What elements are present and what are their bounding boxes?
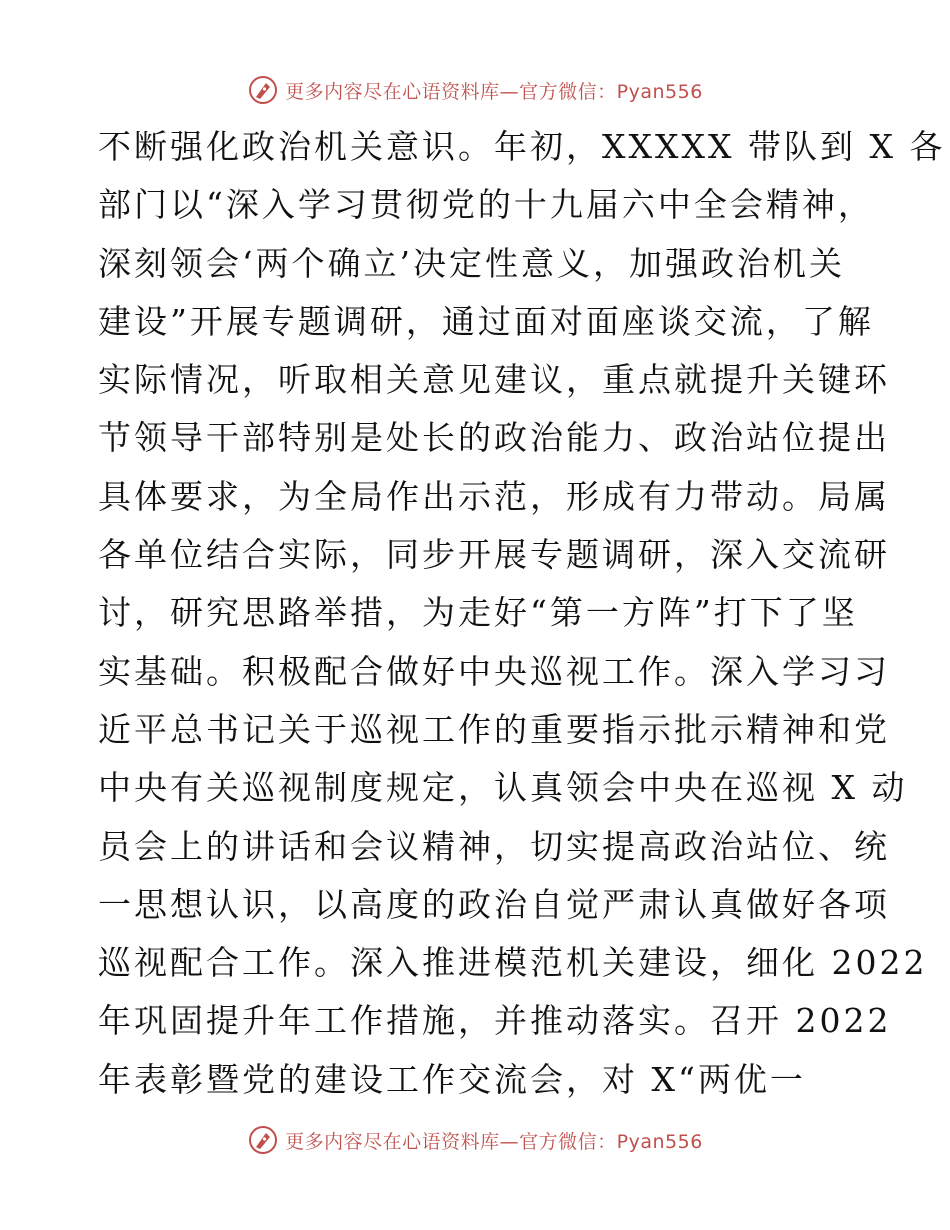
- body-line: 巡视配合工作。深入推进模范机关建设，细化 2022: [98, 943, 928, 983]
- footer-banner-text: 更多内容尽在心语资料库—官方微信：Pyan556: [285, 1130, 703, 1153]
- body-line: 具体要求，为全局作出示范，形成有力带动。局属: [98, 476, 890, 516]
- document-body: [98, 118, 946, 1109]
- body-line: 各单位结合实际，同步开展专题调研，深入交流研: [98, 535, 890, 575]
- body-line: 实基础。积极配合做好中央巡视工作。深入学习习: [98, 651, 890, 691]
- body-line: 年表彰暨党的建设工作交流会，对 X“两优一: [98, 1059, 806, 1099]
- pen-nib-logo-icon: [247, 1124, 279, 1156]
- body-line: 一思想认识，以高度的政治自觉严肃认真做好各项: [98, 884, 890, 924]
- body-line: 员会上的讲话和会议精神，切实提高政治站位、统: [98, 826, 890, 866]
- body-line: 建设”开展专题调研，通过面对面座谈交流，了解: [98, 301, 874, 341]
- body-line: 中央有关巡视制度规定，认真领会中央在巡视 X 动: [98, 768, 908, 808]
- body-line: 实际情况，听取相关意见建议，重点就提升关键环: [98, 360, 890, 400]
- body-line: 节领导干部特别是处长的政治能力、政治站位提出: [98, 418, 890, 458]
- body-line: 讨，研究思路举措，为走好“第一方阵”打下了坚: [98, 593, 858, 633]
- body-line: 深刻领会‘两个确立’决定性意义，加强政治机关: [98, 243, 845, 283]
- body-line: 年巩固提升年工作措施，并推动落实。召开 2022: [98, 1001, 892, 1041]
- footer-watermark-banner: [0, 1122, 950, 1158]
- pen-nib-logo-icon: [247, 74, 279, 106]
- body-line: 近平总书记关于巡视工作的重要指示批示精神和党: [98, 709, 890, 749]
- header-banner-text: 更多内容尽在心语资料库—官方微信：Pyan556: [285, 80, 703, 103]
- header-watermark-banner: [0, 72, 950, 108]
- body-line: 部门以“深入学习贯彻党的十九届六中全会精神，: [98, 185, 874, 225]
- body-line: 不断强化政治机关意识。年初，XXXXX 带队到 X 各: [98, 127, 946, 166]
